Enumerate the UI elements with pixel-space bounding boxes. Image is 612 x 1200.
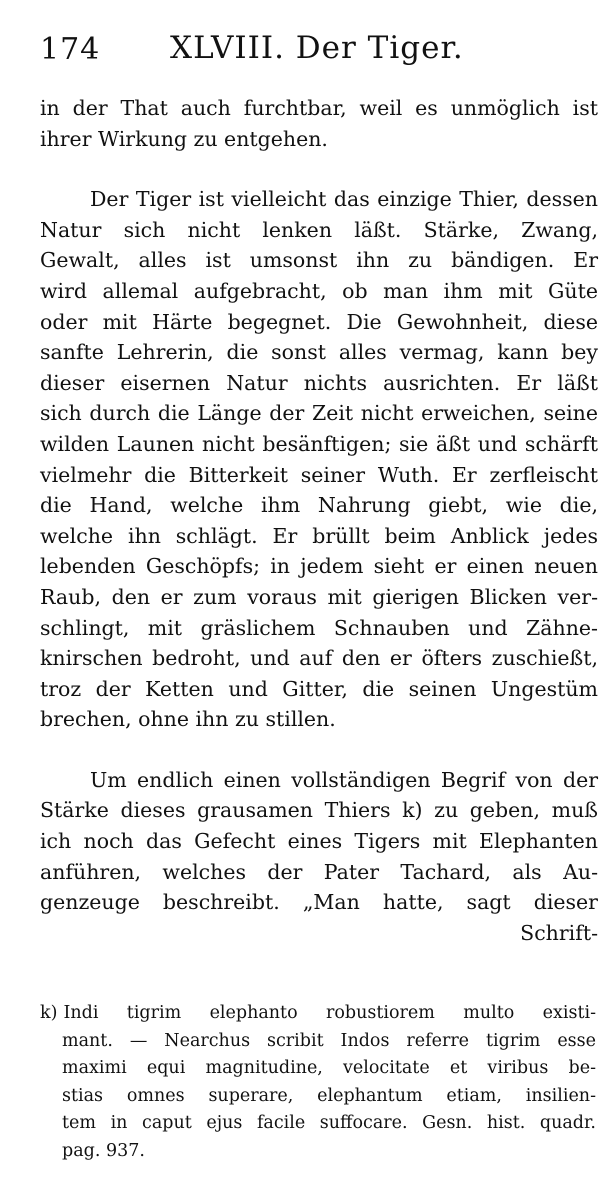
text-line: wilden Launen nicht besänftigen; sie äßt und schärft [40, 431, 598, 456]
text-line: Stärke dieses grausamen Thiers k) zu geben, muß [40, 798, 598, 823]
text-line: ihrer Wirkung zu entgehen. [40, 126, 328, 151]
text-line: wird allemal aufgebracht, ob man ihm mit Güte [40, 278, 598, 303]
text-line: die Hand, welche ihm Nahrung giebt, wie die, [40, 493, 598, 518]
text-line: sich durch die Länge der Zeit nicht erweichen, seine [40, 401, 598, 426]
text-line: Raub, den er zum voraus mit gierigen Blicken ver- [40, 584, 598, 609]
page-header [40, 28, 572, 72]
running-head: XLVIII. Der Tiger. [170, 30, 464, 66]
footnote-line: pag. 937. [62, 1140, 145, 1161]
footnote-marker: k) [40, 1003, 58, 1023]
text-line: sanfte Lehrerin, die sonst alles vermag, kann bey [40, 340, 598, 365]
page-number: 174 [40, 32, 101, 67]
text-line: brechen, ohne ihn zu stillen. [40, 707, 336, 732]
text-line: Um endlich einen vollständigen Begrif von der [90, 767, 598, 792]
text-line: genzeuge beschreibt. „Man hatte, sagt dieser [40, 890, 598, 915]
text-line: lebenden Geschöpfs; in jedem sieht er einen neuen [40, 554, 598, 579]
footnote-line: tem in caput ejus facile suffocare. Gesn. hist. quadr. [62, 1113, 596, 1133]
footnote-line: stias omnes superare, elephantum etiam, insilien- [62, 1085, 596, 1106]
text-line: oder mit Härte begegnet. Die Gewohnheit, diese [40, 309, 598, 334]
text-line: schlingt, mit gräslichem Schnauben und Zähne- [40, 615, 598, 640]
text-line: dieser eisernen Natur nichts ausrichten. Er läßt [40, 370, 598, 395]
text-line: Natur sich nicht lenken läßt. Stärke, Zwang, [40, 217, 598, 242]
catchword: Schrift- [520, 920, 598, 945]
text-line: Der Tiger ist vielleicht das einzige Thier, dessen [90, 187, 598, 212]
text-line: ich noch das Gefecht eines Tigers mit Elephanten [40, 829, 598, 854]
text-line: in der That auch furchtbar, weil es unmöglich ist [40, 96, 598, 120]
footnote-line: maximi equi magnitudine, velocitate et viribus be- [62, 1058, 596, 1078]
body-text [40, 93, 598, 948]
text-line: troz der Ketten und Gitter, die seinen Ungestüm [40, 676, 598, 701]
footnote-text: Indi tigrim elephanto robustiorem multo existi- [63, 1003, 596, 1023]
footnote [40, 1000, 596, 1165]
text-line: knirschen bedroht, und auf den er öfters zuschießt, [40, 646, 598, 671]
text-line: welche ihn schlägt. Er brüllt beim Anblick jedes [40, 523, 598, 548]
footnote-line [40, 1000, 596, 1028]
text-line: vielmehr die Bitterkeit seiner Wuth. Er zerfleischt [40, 462, 598, 487]
text-line: anführen, welches der Pater Tachard, als Au- [40, 859, 598, 884]
text-line: Gewalt, alles ist umsonst ihn zu bändigen. Er [40, 248, 598, 273]
footnote-line: mant. — Nearchus scribit Indos referre tigrim esse [62, 1030, 596, 1051]
